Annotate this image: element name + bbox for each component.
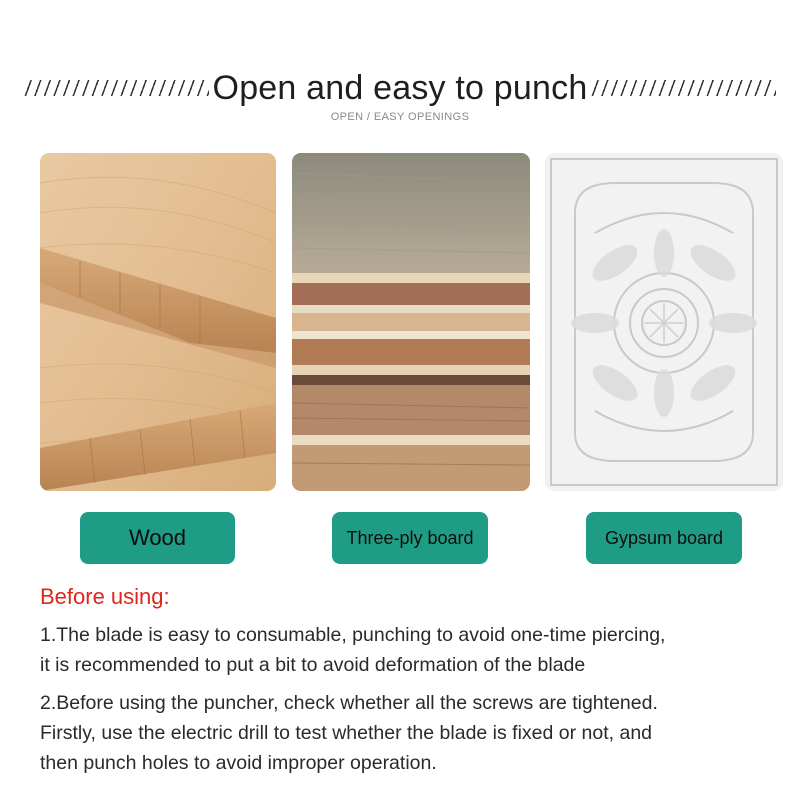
wood-label: Wood — [80, 512, 235, 564]
instruction-2 — [40, 688, 790, 778]
page-title: Open and easy to punch — [212, 68, 588, 107]
three-ply-board-image — [292, 153, 530, 491]
gypsum-board-label: Gypsum board — [586, 512, 742, 564]
instruction-1-line-2: it is recommended to put a bit to avoid deformation of the blade — [40, 654, 586, 676]
hatch-decoration-left — [24, 80, 209, 96]
instruction-2-line-3: then punch holes to avoid improper operation. — [40, 752, 437, 774]
instruction-1-line-1: 1.The blade is easy to consumable, punching to avoid one-time piercing, — [40, 624, 666, 646]
instruction-2-line-1: 2.Before using the puncher, check whether all the screws are tightened. — [40, 692, 658, 714]
hatch-decoration-right — [591, 80, 776, 96]
three-ply-board-label: Three-ply board — [332, 512, 488, 564]
page-subtitle: OPEN / EASY OPENINGS — [330, 111, 470, 123]
gypsum-board-image — [545, 153, 783, 491]
wood-image — [40, 153, 276, 491]
before-using-heading: Before using: — [40, 584, 170, 609]
instruction-2-line-2: Firstly, use the electric drill to test whether the blade is fixed or not, and — [40, 722, 653, 744]
header — [0, 64, 800, 112]
instruction-1 — [40, 620, 790, 680]
